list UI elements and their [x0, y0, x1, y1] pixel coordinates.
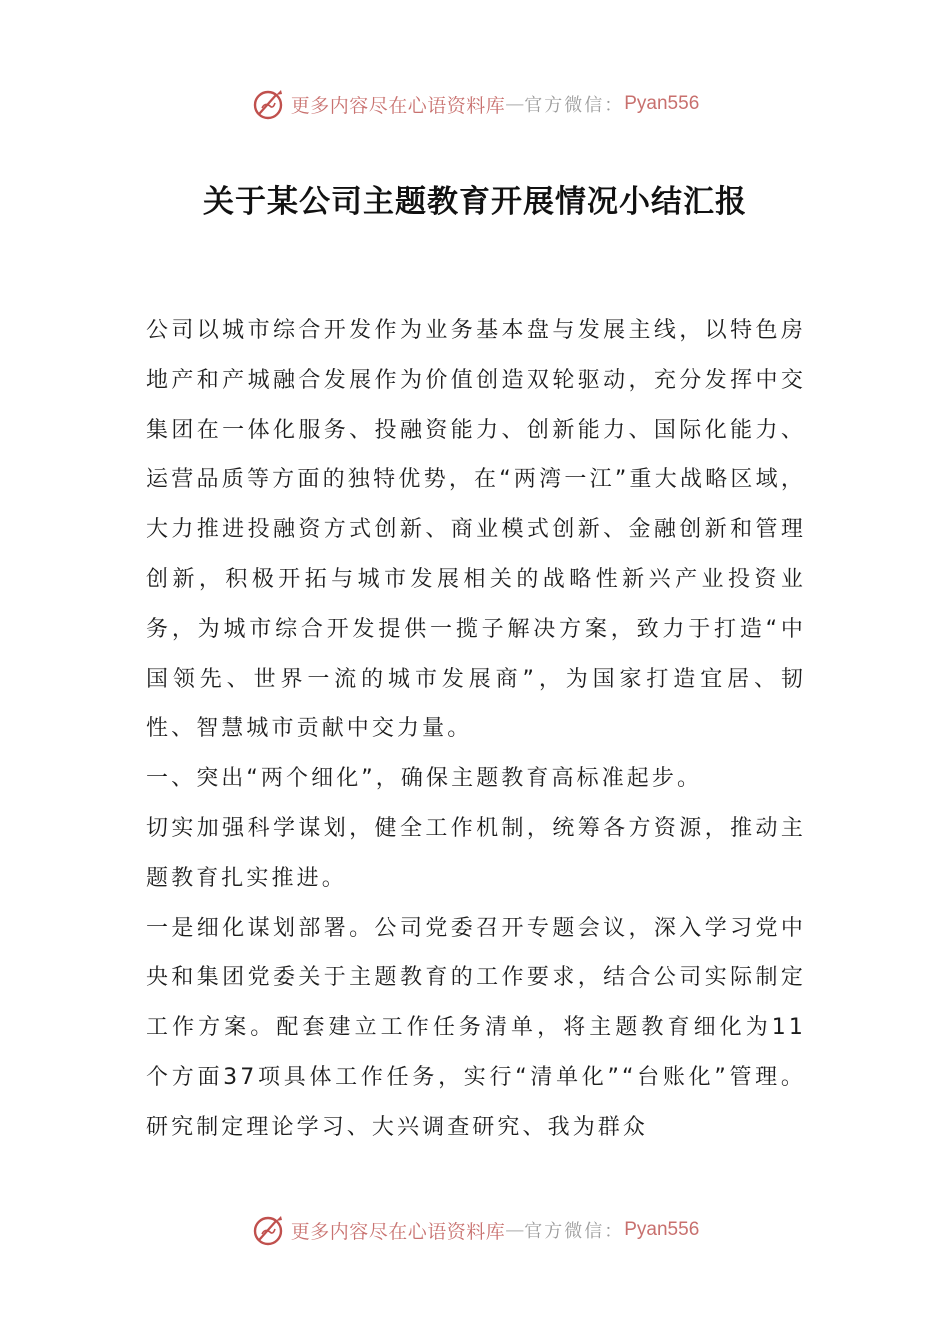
section-heading-1: 一、突出“两个细化”，确保主题教育高标准起步。	[146, 766, 703, 792]
banner-text: 更多内容尽在心语资料库	[290, 94, 506, 117]
header-banner	[0, 84, 950, 124]
banner-wechat-id: Pyan556	[624, 93, 700, 114]
paragraph-section-1-summary: 切实加强科学谋划，健全工作机制，统筹各方资源，推动主题教育扎实推进。	[146, 815, 806, 891]
pen-logo-icon	[251, 1212, 287, 1248]
pen-logo-icon	[251, 86, 287, 122]
banner-wechat-label: 官方微信：	[524, 95, 625, 116]
footer-banner	[0, 1210, 950, 1250]
paragraph-intro: 公司以城市综合开发作为业务基本盘与发展主线，以特色房地产和产城融合发展作为价值创造双轮驱动，充分发挥中交集团在一体化服务、投融资能力、创新能力、国际化能力、运营品质等方面的独特优势，在“两湾一江”重大战略区域，大力推进投融资方式创新、商业模式创新、金融创新和管理创新，积极开拓与城市发展相关的战略性新兴产业投资业务，为城市综合开发提供一揽子解决方案，致力于打造“中国领先、世界一流的城市发展商”，为国家打造宜居、韧性、智慧城市贡献中交力量。	[146, 318, 806, 742]
banner-separator: —	[505, 1219, 525, 1241]
document-title: 关于某公司主题教育开展情况小结汇报	[203, 184, 747, 220]
banner-separator: —	[505, 93, 525, 115]
banner-text: 更多内容尽在心语资料库	[290, 1220, 506, 1243]
banner-wechat-id: Pyan556	[624, 1219, 700, 1240]
paragraph-section-1-item-1: 一是细化谋划部署。公司党委召开专题会议，深入学习党中央和集团党委关于主题教育的工作要求，结合公司实际制定工作方案。配套建立工作任务清单，将主题教育细化为11个方面37项具体工作任务，实行“清单化”“台账化”管理。研究制定理论学习、大兴调查研究、我为群众	[146, 915, 806, 1140]
document-body	[146, 306, 806, 1153]
banner-wechat-label: 官方微信：	[524, 1221, 625, 1242]
